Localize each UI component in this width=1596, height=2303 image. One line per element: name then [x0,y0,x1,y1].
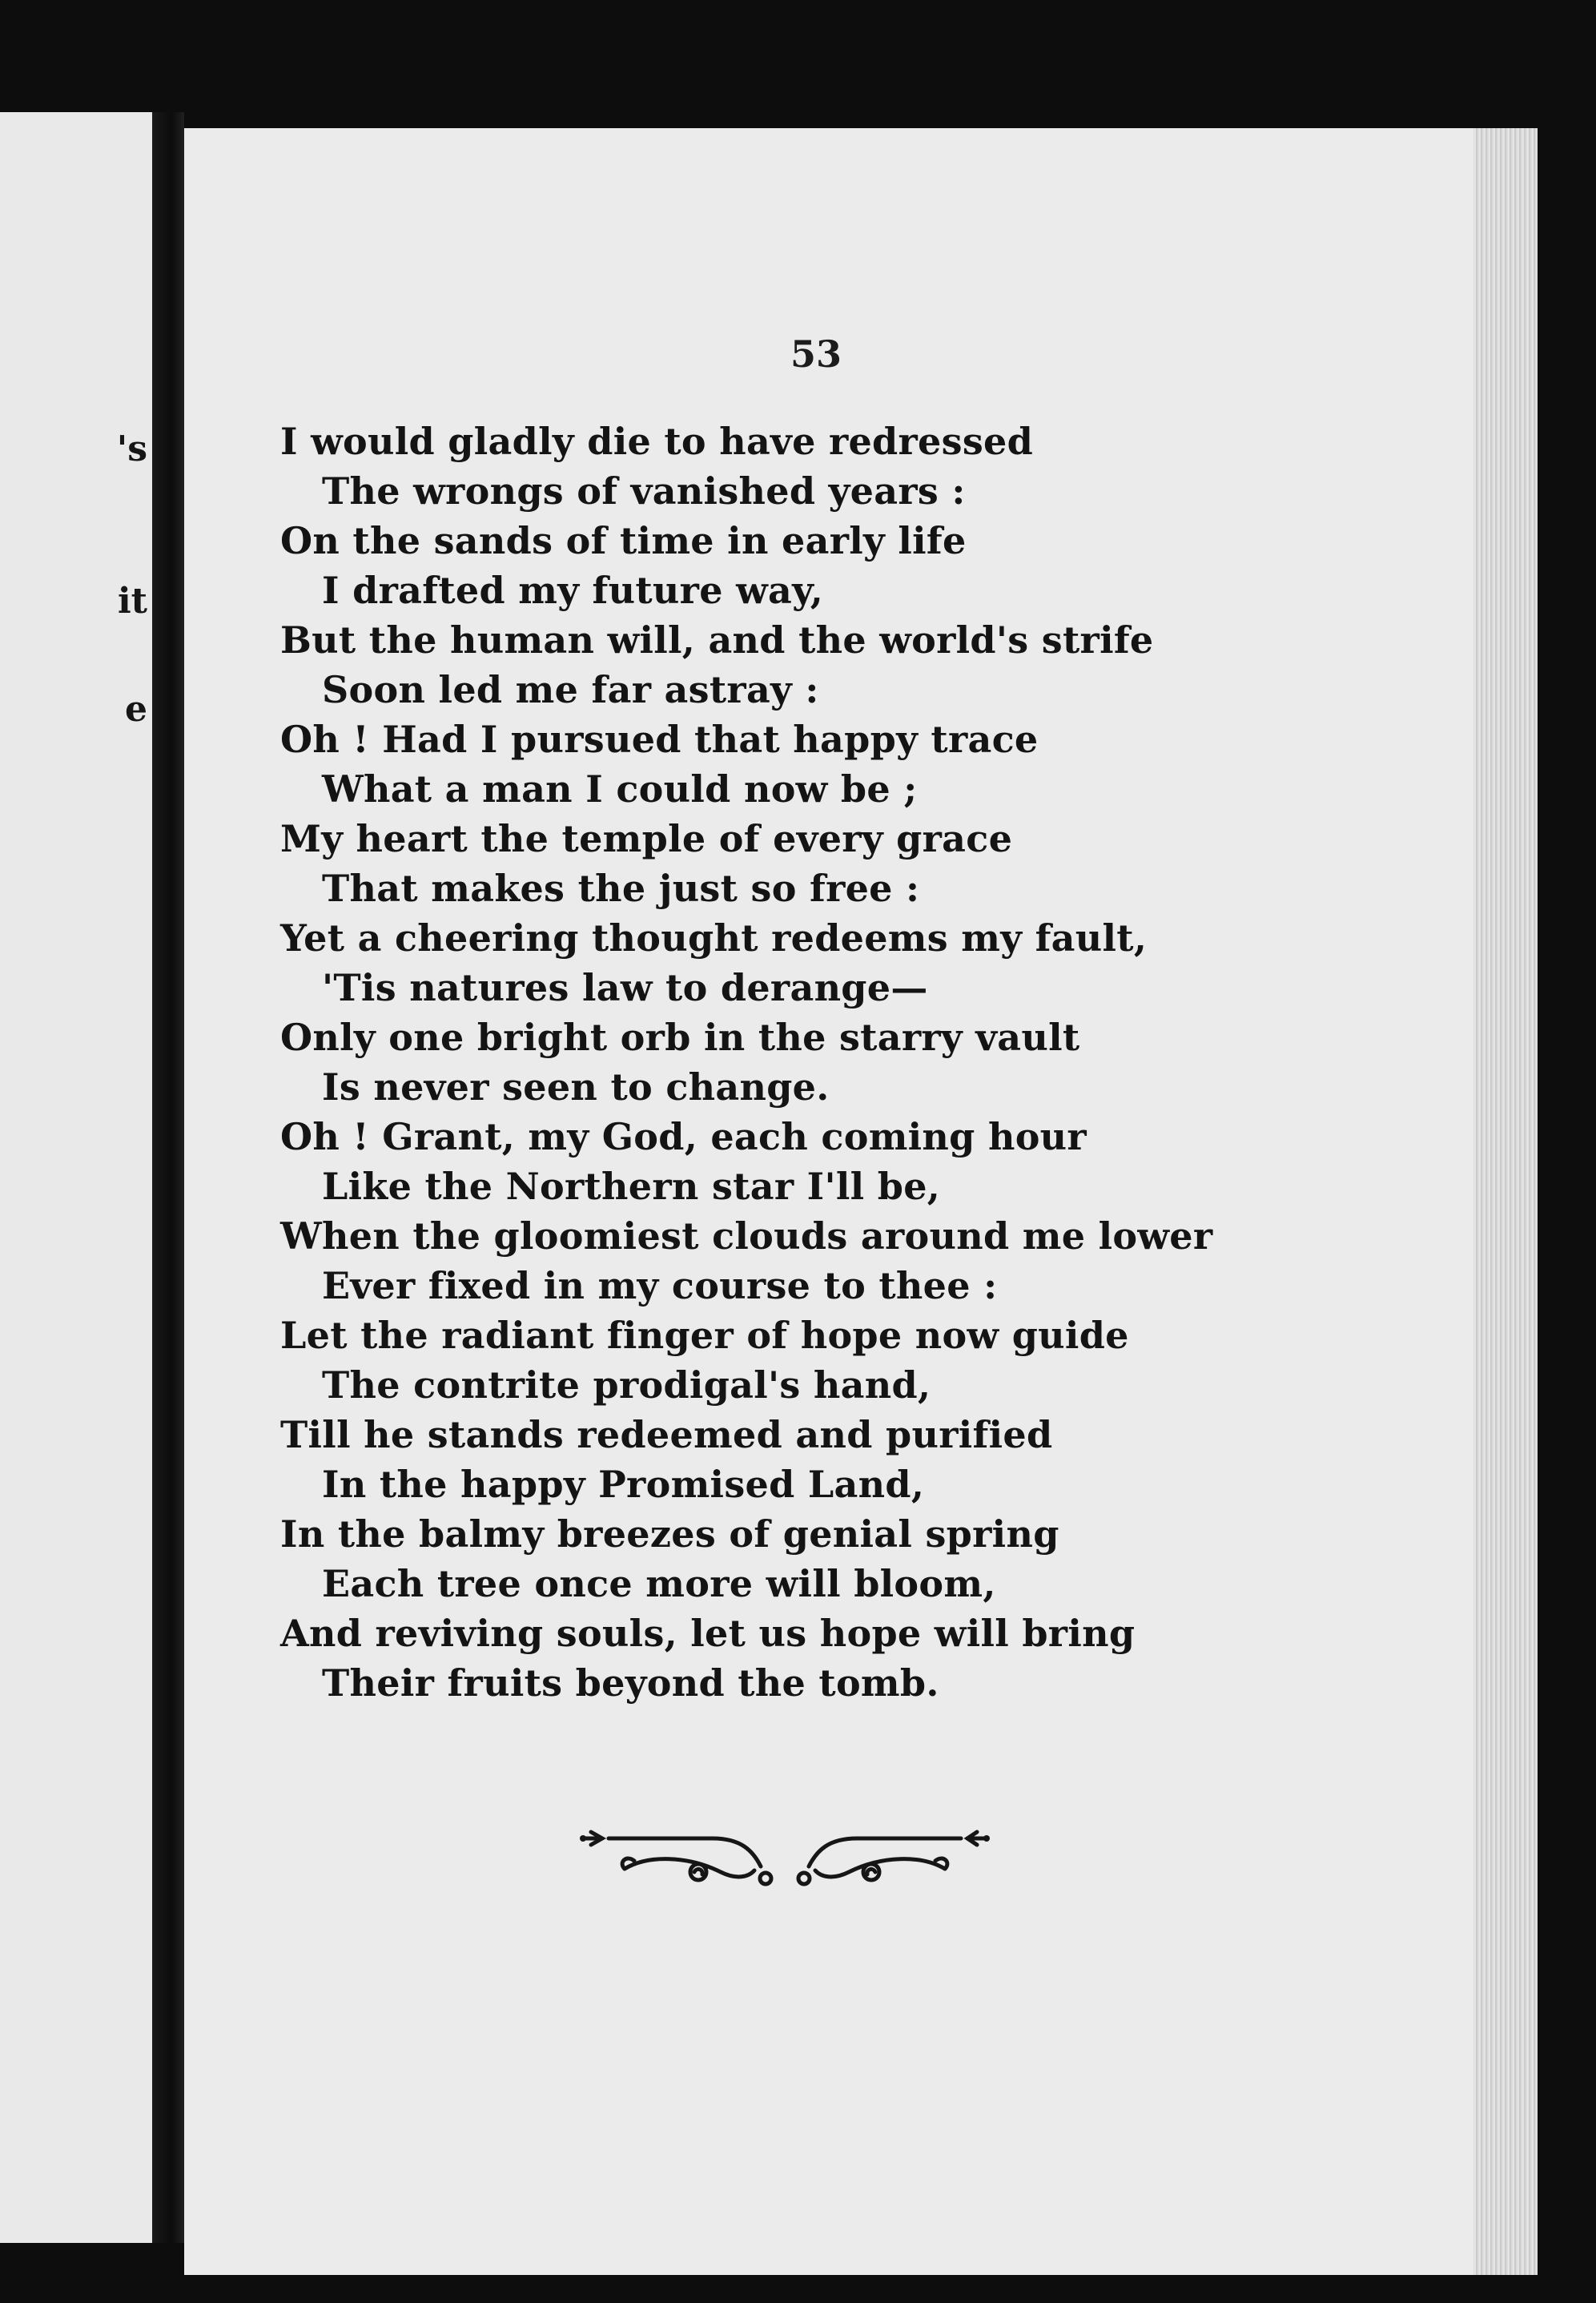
poem-line: Their fruits beyond the tomb. [322,1661,939,1705]
poem-line: When the gloomiest clouds around me lower [280,1214,1213,1258]
left-page-fragment: e [125,689,147,730]
poem-line: Each tree once more will bloom, [322,1562,996,1605]
poem-line: My heart the temple of every grace [280,817,1013,860]
poem-line: Like the Northern star I'll be, [322,1165,941,1208]
poem-line: What a man I could now be ; [322,767,918,811]
book-gutter [152,112,184,2243]
left-page-fragment: it [117,581,147,622]
poem-line: Only one bright orb in the starry vault [280,1016,1080,1059]
poem-line: Let the radiant finger of hope now guide [280,1314,1129,1357]
poem-line: Till he stands redeemed and purified [280,1413,1053,1456]
poem-line: And reviving souls, let us hope will bring [280,1612,1136,1655]
page-number: 53 [790,332,842,376]
poem-line: I would gladly die to have redressed [280,420,1034,463]
poem-line: The wrongs of vanished years : [322,469,966,513]
poem-line: That makes the just so free : [322,867,920,910]
poem-line: In the happy Promised Land, [322,1463,925,1506]
poem-body [280,417,1241,1708]
poem-line: Yet a cheering thought redeems my fault, [280,916,1148,960]
poem-line: The contrite prodigal's hand, [322,1363,931,1407]
poem-line: On the sands of time in early life [280,519,967,562]
poem-line: Oh ! Grant, my God, each coming hour [280,1115,1087,1158]
left-facing-page [0,112,154,2243]
scroll-flourish-icon [577,1806,993,1894]
poem-line: Is never seen to change. [322,1065,830,1109]
poem-line: Soon led me far astray : [322,668,819,711]
left-page-fragment: 's [116,429,147,469]
poem-line: Oh ! Had I pursued that happy trace [280,718,1039,761]
poem-line: In the balmy breezes of genial spring [280,1512,1059,1556]
poem-line: 'Tis natures law to derange— [322,966,928,1009]
poem-line: But the human will, and the world's strife [280,618,1154,662]
poem-line: I drafted my future way, [322,569,824,612]
poem-line: Ever fixed in my course to thee : [322,1264,998,1307]
page-edges [1473,128,1538,2275]
